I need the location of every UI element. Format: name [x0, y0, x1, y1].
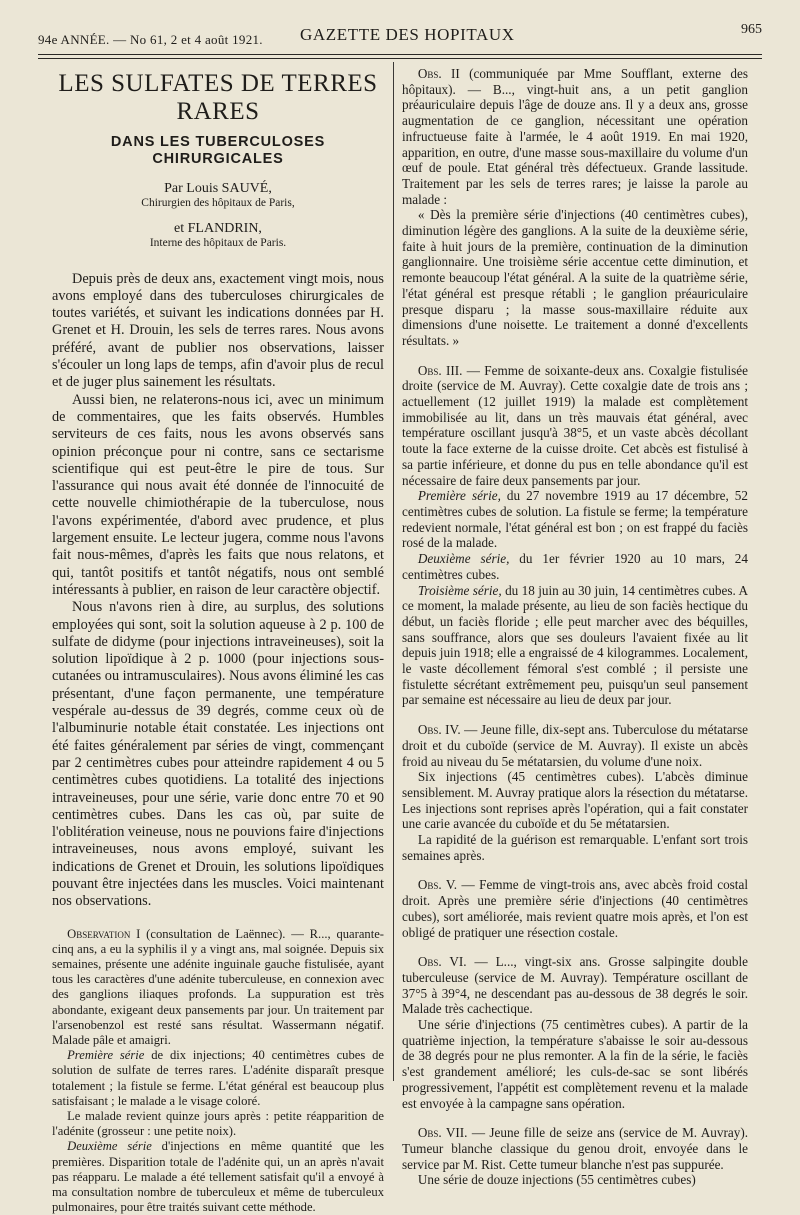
running-head [38, 22, 762, 52]
observation-label: Obs. V. [417, 877, 457, 893]
series-label: Première série [67, 1048, 145, 1063]
article-subtitle: DANS LES TUBERCULOSES CHIRURGICALES [110, 134, 326, 168]
paragraph: Aussi bien, ne relaterons-nous ici, avec un minimum de commentaires, que les faits observés. Humbles serviteurs de ces faits, nous les avons observés sans opinion préconçue pour ni contre, sans ce sectarisme scientifique qui est peut-être le pire de tous. Sur l'assurance qui nous avait été donnée de l'innocuité de cette nouvelle chimiothérapie de la tuberculose, nous l'avons expérimentée, d'abord avec prudence, et plus largement ensuite. Le lecteur jugera, comme nous l'avons fait nous-mêmes, d'après les faits que nous relatons, et qui, tantôt positifs et tantôt négatifs, nous ont semblé intéressants à publier, en raison de leur caractère objectif. [52, 391, 384, 598]
author-1-role: Chirurgien des hôpitaux de Paris, [141, 196, 295, 209]
observation-text: d'injections en même quantité que les premières. Disparition totale de l'adénite qui, un an après n'avait pas réapparu. Le malade a été tellement satisfait qu'il a envoyé à ma consultation nombre de tuberculeux et même de tuberculeux pulmonaires, pour être traités suivant cette méthode. [52, 1139, 384, 1215]
paragraph: Le malade revient quinze jours après : petite réapparition de l'adénite (grosseur : une petite noix). [52, 1109, 384, 1139]
paragraph [52, 1048, 384, 1109]
observation-2 [402, 66, 748, 349]
series-label: Troisième série, [417, 582, 502, 598]
right-column [402, 66, 748, 1202]
paragraph: Nous n'avons rien à dire, au surplus, des solutions employées qui sont, soit la solution aqueuse à 2 p. 100 de sulfate de didyme (pour injections intraveineuses), soit la solution lipoïdique à 2 p. 1000 (pour injections sous-cutanées ou intramusculaires). Nous avons éliminé les cas présentant, d'une façon permanente, une température vespérale au-dessus de 39 degrés, comme ceux où de l'albuminurie notable était constatée. Les injections ont été faites généralement par séries de vingt, commençant par 2 centimètres cubes pour atteindre rapidement 4 ou 5 centimètres cubes quotidiens. La totalité des injections intraveineuses, pour une série, varie donc entre 70 et 90 centimètres cubes. Dans les cas où, par suite de l'oblitération veineuse, nous ne pouvions faire d'injections intraveineuses, nous avons employé, suivant les indications de Grenet et Drouin, les solutions lipoïdiques pouvant être injectées dans les muscles. Voici maintenant nos observations. [52, 599, 384, 910]
observation-5 [402, 877, 748, 940]
paragraph [402, 722, 748, 769]
header-rule [38, 54, 762, 55]
paragraph: La rapidité de la guérison est remarquable. L'enfant sort trois semaines après. [402, 832, 748, 863]
observation-7 [402, 1125, 748, 1188]
introduction [52, 271, 384, 911]
paragraph [402, 66, 748, 207]
paragraph: Une série de douze injections (55 centimètres cubes) [417, 1172, 696, 1188]
observation-label: Obs. VI. [417, 954, 467, 970]
paragraph [52, 927, 384, 1049]
paragraph: Une série d'injections (75 centimètres cubes). A partir de la quatrième injection, la température s'abaisse le soir au-dessous de 38 degrés pour ne plus remonter. A la fin de la série, le faciès s'est grandement amélioré; les culs-de-sac se sont libérés progressivement, l'appétit est complètement revenu et la malade est envoyée à la campagne sans opération. [402, 1017, 748, 1111]
header-rule [38, 58, 762, 59]
observation-4 [402, 722, 748, 863]
paragraph [402, 877, 748, 940]
observation-text: (consultation de Laënnec). — R..., quarante-cinq ans, a eu la syphilis il y a vingt ans, mal soignée. Depuis six semaines, présente une adénite inguinale gauche fistulisée, ayant tous les caractères d'une adénite tuberculeuse, en connexion avec des ganglions iliaques profonds. La suppuration est très abondante, exigeant deux pansements par jour. Un traitement par l'arsenobenzol est resté sans résultat. Wassermann négatif. Malade pâle et amaigri. [52, 926, 385, 1047]
observation-label: Obs. II [417, 66, 460, 81]
paragraph [402, 583, 748, 709]
paragraph [402, 954, 748, 1017]
observation-text: — Femme de vingt-trois ans, avec abcès froid costal droit. Après une première série d'injections (40 centimètres cubes), sort améliorée, mais revient quatre mois après, et l'on est obligé de pratiquer une résection costale. [402, 877, 748, 940]
observation-3 [402, 363, 748, 708]
observation-label: Observation I [67, 926, 141, 941]
observation-label: Obs. VII. [417, 1125, 468, 1141]
paragraph: « Dès la première série d'injections (40 centimètres cubes), diminution légère des ganglions. A la suite de la deuxième série, faite à huit jours de la première, continuation de la diminution ganglionnaire. Une troisième série accentue cette diminution, et remonte beaucoup l'état général. A la suite de la quatrième série, l'état général est presque rétabli ; le ganglion préauriculaire presque disparu ; la masse sous-maxillaire réduite aux dimensions d'une noisette. Le traitement a donné d'excellents résultats. » [402, 207, 748, 348]
article-title: LES SULFATES DE TERRES RARES [58, 70, 378, 125]
series-label: Première série, [417, 488, 501, 504]
observation-text: — L..., vingt-six ans. Grosse salpingite double tuberculeuse (service de M. Auvray). Température oscillant de 37°5 à 39°4, ne descendant pas au-dessous de 38 degrés le soir. Malade très cachectique. [402, 954, 748, 1017]
column-divider [393, 62, 394, 1081]
observation-1 [52, 927, 384, 1215]
page-number: 965 [741, 22, 762, 37]
paragraph [402, 363, 748, 489]
paragraph: Depuis près de deux ans, exactement vingt mois, nous avons employé dans des tuberculoses chirurgicales de toutes variétés, et suivant les indications données par H. Grenet et H. Drouin, les sels de terres rares. Nous avons préféré, avant de publier nos observations, laisser s'écouler un long laps de temps, afin d'avoir plus de recul et de juger plus sainement les résultats. [52, 270, 384, 391]
observation-text: — Jeune fille, dix-sept ans. Tuberculose du métatarse droit et du cuboïde (service de M. Auvray). Il existe un abcès froid au niveau du 5e métatarsien, du volume d'une noix. [402, 722, 748, 769]
byline [52, 181, 384, 251]
observation-text: de dix injections; 40 centimètres cubes de solution de sulfate de terres rares. L'adénite disparaît presque totalement ; la fistule se ferme. L'état général est beaucoup plus satisfaisant ; le malade a le visage coloré. [52, 1048, 384, 1108]
paragraph: Six injections (45 centimètres cubes). L'abcès diminue sensiblement. M. Auvray pratique alors la résection du métatarse. Les injections sont reprises après l'opération, qui a fait constater une carie avancée du cuboïde et du 5e métatarsien. [402, 769, 748, 832]
observation-label: Obs. III. [417, 362, 463, 378]
paragraph [402, 488, 748, 551]
observation-text: du 18 juin au 30 juin, 14 centimètres cubes. A ce moment, la malade présente, au lieu de son faciès hectique du début, un faciès floride ; elle peut marcher avec des béquilles, sans souffrance, alors que ses douleurs l'avaient fixée au lit depuis juin 1918; elle a engraissé de 4 kilogrammes. Localement, le vaste décollement fémoral s'est comblé ; il persiste une fistulette sécrétant extrêmement peu, puisqu'un seul pansement par semaine est nécessaire au lieu de deux par jour. [402, 582, 748, 708]
author-1: Par Louis SAUVÉ, [164, 180, 272, 196]
observation-text: — Jeune fille de seize ans (service de M. Auvray). Tumeur blanche classique du genou droit, envoyée dans le service par M. Rist. Cette tumeur blanche n'est pas suppurée. [402, 1125, 749, 1172]
observation-text: du 27 novembre 1919 au 17 décembre, 52 centimètres cubes de solution. La fistule se ferme; la température redevient normale, l'état général est bon ; on est frappé du faciès rosé de la malade. [402, 488, 748, 551]
observation-text: — Femme de soixante-deux ans. Coxalgie fistulisée droite (service de M. Auvray). Cette coxalgie date de trois ans ; actuellement (12 juillet 1919) la malade est complètement immobilisée au lit, dans un très mauvais état général, avec température oscillant jusqu'à 38°5, et un vaste abcès décollant toute la face externe de la cuisse droite. Cet abcès est fistulisé à sa partie inférieure, et donne du pus en telle abondance qu'il est nécessaire de faire deux pansements par jour. [402, 362, 748, 488]
author-2: et FLANDRIN, [174, 220, 262, 236]
observation-text: du 1er février 1920 au 10 mars, 24 centimètres cubes. [402, 551, 748, 582]
observation-label: Obs. IV. [417, 722, 461, 738]
author-2-role: Interne des hôpitaux de Paris. [149, 236, 287, 249]
paragraph [52, 1139, 384, 1215]
observation-6 [402, 954, 748, 1111]
issue-info: 94e ANNÉE. — No 61, 2 et 4 août 1921. [38, 32, 263, 47]
observation-text: (communiquée par Mme Soufflant, externe des hôpitaux). — B..., vingt-huit ans, a un petit ganglion préauriculaire depuis l'âge de douze ans. Il y a deux ans, grosse augmentation de ce ganglion, nécessitant une opération infructueuse faite à l'armée, le 4 août 1919. En mai 1920, apparition, en outre, d'une masse sous-maxillaire du volume d'un œuf de poule. Etat général très défectueux. Grande lassitude. Traitement par les sels de terres rares; je laisse la parole au malade : [402, 66, 748, 207]
paragraph [402, 551, 748, 582]
paragraph [402, 1125, 748, 1172]
left-column [52, 66, 384, 1215]
journal-title: GAZETTE DES HOPITAUX [300, 25, 515, 44]
series-label: Deuxième série, [417, 551, 510, 567]
series-label: Deuxième série [67, 1139, 152, 1154]
